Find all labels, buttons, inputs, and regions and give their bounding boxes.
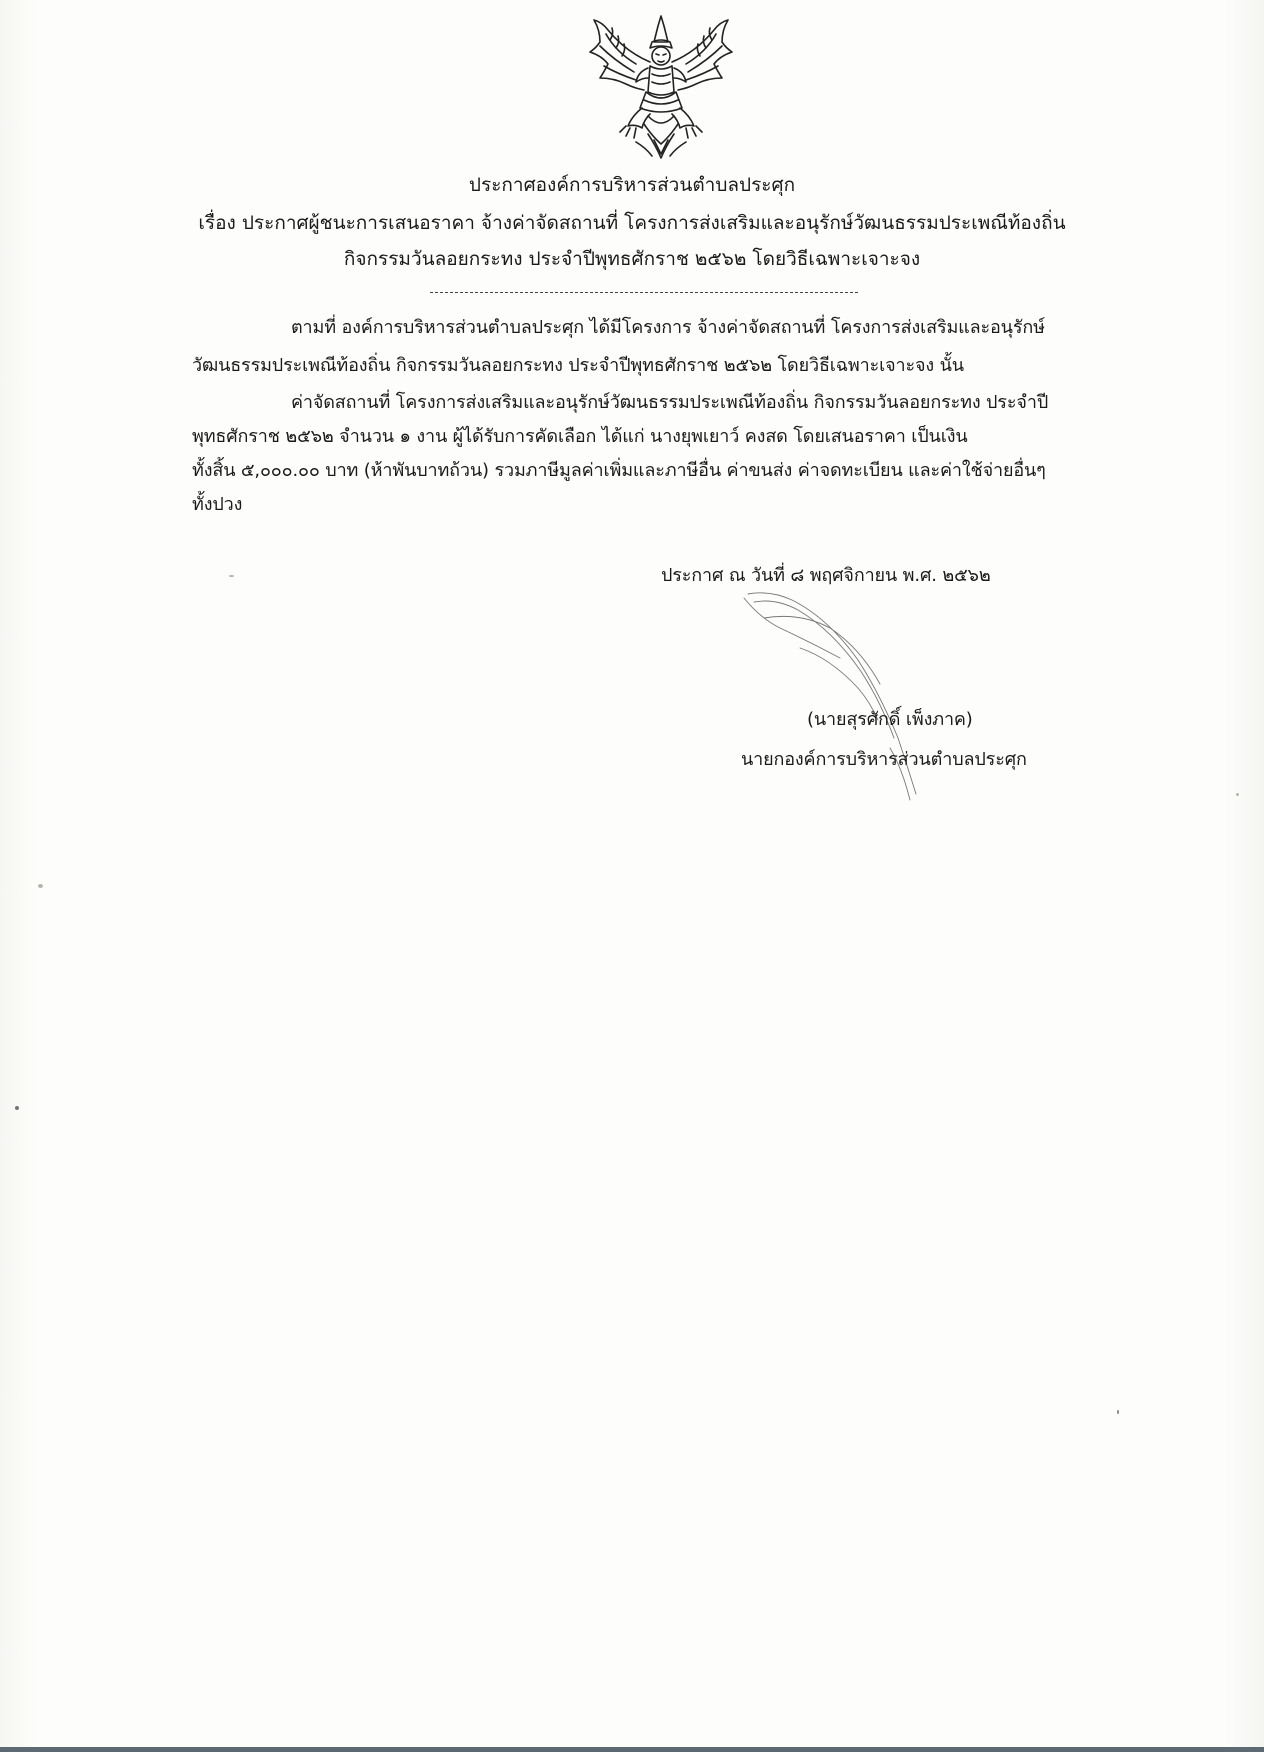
announcement-issuer: ประกาศองค์การบริหารส่วนตำบลประศุก (468, 174, 796, 196)
signer-title: นายกองค์การบริหารส่วนตำบลประศุก (741, 749, 1027, 770)
scan-speck (38, 884, 43, 888)
scan-speck (15, 1106, 19, 1110)
scan-speck (1117, 1410, 1119, 1414)
paragraph-1-line-2: วัฒนธรรมประเพณีท้องถิ่น กิจกรรมวันลอยกระทง ประจำปีพุทธศักราช ๒๕๖๒ โดยวิธีเฉพาะเจาะจง นั้น (192, 355, 964, 376)
scan-bottom-edge (0, 1747, 1264, 1752)
signature-scribble (740, 588, 950, 808)
announcement-subject-continued: กิจกรรมวันลอยกระทง ประจำปีพุทธศักราช ๒๕๖๒ โดยวิธีเฉพาะเจาะจง (343, 248, 921, 270)
announcement-date: ประกาศ ณ วันที่ ๘ พฤศจิกายน พ.ศ. ๒๕๖๒ (661, 565, 991, 586)
paragraph-2-line-2: พุทธศักราช ๒๕๖๒ จำนวน ๑ งาน ผู้ได้รับการคัดเลือก ได้แก่ นางยุพเยาว์ คงสด โดยเสนอราคา เป็นเงิน (192, 426, 968, 447)
paragraph-2-line-4: ทั้งปวง (192, 494, 243, 515)
paragraph-1-line-1: ตามที่ องค์การบริหารส่วนตำบลประศุก ได้มีโครงการ จ้างค่าจัดสถานที่ โครงการส่งเสริมและอนุรักษ์ (291, 317, 1045, 338)
scan-speck (1236, 793, 1239, 796)
paragraph-2-line-3: ทั้งสิ้น ๕,๐๐๐.๐๐ บาท (ห้าพันบาทถ้วน) รวมภาษีมูลค่าเพิ่มและภาษีอื่น ค่าขนส่ง ค่าจดทะเบียน และค่าใช้จ่ายอื่นๆ (192, 460, 1046, 481)
paragraph-2-line-1: ค่าจัดสถานที่ โครงการส่งเสริมและอนุรักษ์วัฒนธรรมประเพณีท้องถิ่น กิจกรรมวันลอยกระทง ประจำปี (291, 392, 1049, 413)
garuda-emblem-icon (586, 12, 736, 164)
scan-speck (229, 575, 234, 577)
announcement-subject: เรื่อง ประกาศผู้ชนะการเสนอราคา จ้างค่าจัดสถานที่ โครงการส่งเสริมและอนุรักษ์วัฒนธรรมประเพณีท้องถิ่น (198, 212, 1066, 234)
signer-name: (นายสุรศักดิ์ เพ็งภาค) (807, 709, 973, 730)
header-divider (430, 292, 858, 293)
